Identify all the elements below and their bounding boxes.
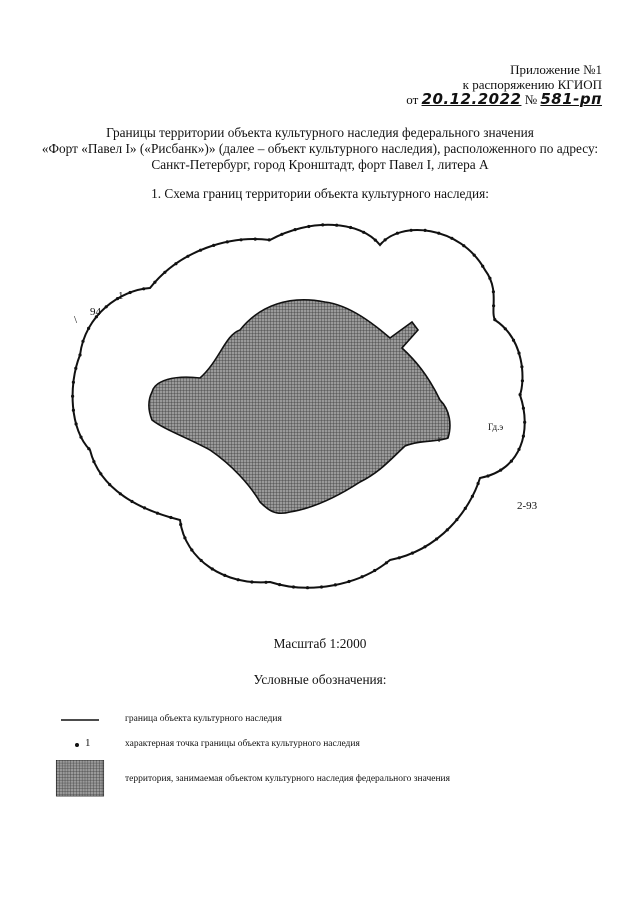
boundary-map (60, 210, 580, 610)
boundary-point (278, 583, 281, 586)
boundary-point (522, 435, 525, 438)
boundary-point (186, 255, 189, 258)
boundary-point (521, 379, 524, 382)
boundary-point (423, 545, 426, 548)
boundary-point (471, 495, 474, 498)
boundary-point (292, 585, 295, 588)
order-date: 20.12.2022 (421, 90, 522, 108)
legend-label-territory: территория, занимаемая объектом культурного наследия федерального значения (125, 774, 450, 784)
order-date-line (406, 92, 602, 107)
boundary-point (81, 340, 84, 343)
boundary-point (78, 353, 81, 356)
boundary-point (223, 574, 226, 577)
boundary-point (492, 304, 495, 307)
boundary-point (473, 254, 476, 257)
boundary-point (435, 537, 438, 540)
date-prefix: от (406, 92, 419, 107)
boundary-point (510, 460, 513, 463)
boundary-point (462, 244, 465, 247)
boundary-point (174, 262, 177, 265)
boundary-point (512, 339, 515, 342)
order-number: 581-рп (540, 90, 602, 108)
legend-label-boundary: граница объекта культурного наследия (125, 714, 282, 724)
boundary-point (349, 226, 352, 229)
number-prefix: № (524, 92, 538, 107)
boundary-point (334, 583, 337, 586)
boundary-point (374, 239, 377, 242)
boundary-point (486, 474, 489, 477)
legend-label-point: характерная точка границы объекта культурного наследия (125, 739, 360, 749)
boundary-point (477, 482, 480, 485)
order-reference: к распоряжению КГИОП (462, 77, 602, 92)
boundary-point (99, 472, 102, 475)
boundary-point (499, 469, 502, 472)
boundary-point (169, 516, 172, 519)
boundary-point (520, 365, 523, 368)
map-drawing (60, 210, 580, 610)
boundary-point (190, 548, 193, 551)
title-line-2: «Форт «Павел I» («Рисбанк»)» (далее – объект культурного наследия), расположенного по адресу: (41, 141, 599, 156)
boundary-point (163, 271, 166, 274)
boundary-point (75, 422, 78, 425)
boundary-point (455, 518, 458, 521)
boundary-point (105, 305, 108, 308)
boundary-point (183, 536, 186, 539)
boundary-point (410, 229, 413, 232)
boundary-point (523, 421, 526, 424)
boundary-point (71, 395, 74, 398)
boundary-point (211, 567, 214, 570)
boundary-point (237, 578, 240, 581)
boundary-point (264, 581, 267, 584)
boundary-point (464, 507, 467, 510)
legend-item-territory (55, 760, 615, 800)
boundary-point (307, 225, 310, 228)
boundary-point (142, 287, 145, 290)
fort-territory-hatched (149, 300, 450, 513)
boundary-point (226, 240, 229, 243)
map-scale: Масштаб 1:2000 (273, 636, 367, 651)
boundary-point (446, 528, 449, 531)
boundary-point (373, 569, 376, 572)
boundary-point (361, 575, 364, 578)
boundary-point (254, 238, 257, 241)
boundary-point (306, 586, 309, 589)
boundary-point (199, 249, 202, 252)
boundary-point (424, 229, 427, 232)
boundary-point (481, 265, 484, 268)
boundary-point (321, 223, 324, 226)
boundary-point (411, 552, 414, 555)
boundary-point (130, 500, 133, 503)
boundary-point (493, 318, 496, 321)
boundary-point (87, 327, 90, 330)
appendix-block (406, 62, 602, 107)
boundary-point (156, 512, 159, 515)
boundary-point (437, 232, 440, 235)
boundary-point (72, 381, 75, 384)
boundary-point (320, 585, 323, 588)
title-line-1: Границы территории объекта культурного наследия федерального значения (106, 125, 534, 140)
boundary-point (384, 238, 387, 241)
boundary-point (347, 580, 350, 583)
boundary-point (522, 407, 525, 410)
boundary-point (362, 231, 365, 234)
boundary-point (504, 327, 507, 330)
boundary-point (268, 238, 271, 241)
point-label-1: 1 (118, 290, 124, 302)
boundary-point (519, 393, 522, 396)
title-line-3: Санкт-Петербург, город Кронштадт, форт Павел I, литера А (151, 157, 489, 172)
document-title (40, 125, 600, 173)
boundary-point (250, 580, 253, 583)
boundary-point (72, 409, 75, 412)
boundary-point (87, 447, 90, 450)
point-label-94: 94 (90, 306, 101, 318)
boundary-point (517, 448, 520, 451)
point-symbol-number: 1 (85, 737, 91, 749)
boundary-point (108, 483, 111, 486)
boundary-point (280, 233, 283, 236)
boundary-point (450, 237, 453, 240)
boundary-point (119, 492, 122, 495)
boundary-point (92, 460, 95, 463)
boundary-point (294, 228, 297, 231)
boundary-point (74, 367, 77, 370)
legend-title: Условные обозначения: (253, 672, 387, 687)
boundary-point (153, 281, 156, 284)
point-label-2-93: 2-93 (517, 500, 538, 512)
boundary-point (492, 290, 495, 293)
appendix-label: Приложение №1 (510, 62, 602, 77)
boundary-point (385, 561, 388, 564)
point-label-r: r (438, 434, 441, 444)
boundary-point (212, 244, 215, 247)
boundary-point (129, 291, 132, 294)
boundary-point (79, 436, 82, 439)
boundary-point (179, 523, 182, 526)
boundary-point (143, 506, 146, 509)
boundary-point (396, 232, 399, 235)
boundary-point (398, 556, 401, 559)
boundary-point (200, 559, 203, 562)
hatch-symbol (55, 760, 105, 798)
tick-mark-left: \ (74, 314, 78, 326)
point-label-g: Гд.э (488, 422, 504, 432)
boundary-point (240, 238, 243, 241)
boundary-point (335, 224, 338, 227)
section-heading: 1. Схема границ территории объекта культурного наследия: (151, 186, 489, 201)
boundary-point (517, 352, 520, 355)
boundary-point (488, 277, 491, 280)
